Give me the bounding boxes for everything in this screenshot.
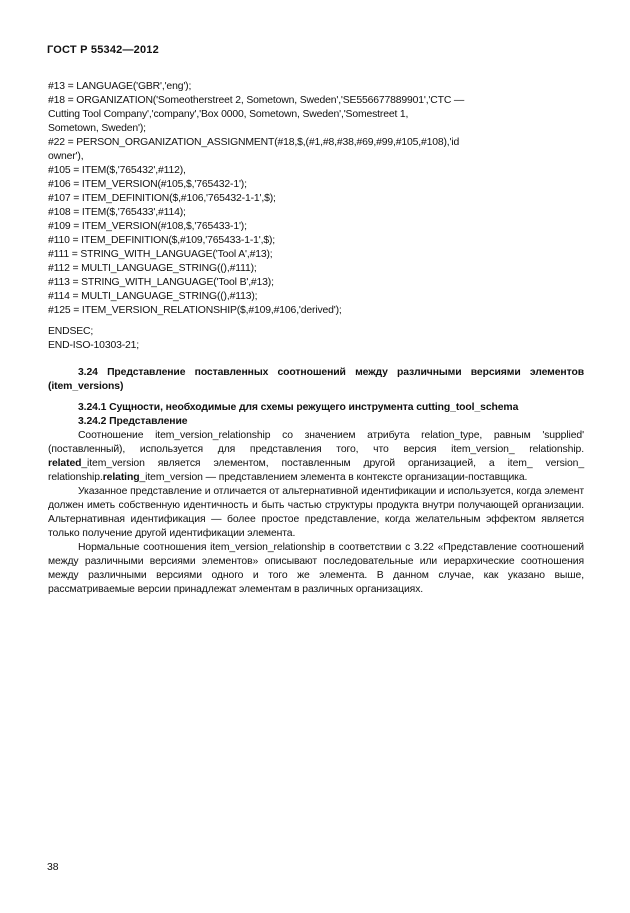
subsection-title: 3.24.2 Представление [78,416,188,427]
paragraph: Указанное представление и отличается от альтернативной идентификации и используется, когда элемент должен иметь собственную идентичность и быть частью структуры продукта внутри получающей организации. Альтернативная идентификация — более простое представление, когда желательным эффектом является только получение другой идентификации элемента. [48,486,584,539]
paragraph-text: _item_version — представлением элемента в контексте организации-поставщика. [139,472,528,483]
page-number: 38 [47,862,59,873]
paragraph-emphasis: related [48,458,82,469]
paragraph-emphasis: relating [102,472,140,483]
paragraph-text: Соотношение item_version_relationship со значением атрибута relation_type, равным 'supplied' (поставленный), используется для представления того, что версия item_version_ relationship. [48,430,584,455]
code-line: Cutting Tool Company','company','Box 0000, Sometown, Sweden','Somestreet 1, [48,109,409,120]
document-header: ГОСТ Р 55342—2012 [47,44,159,56]
code-line: #109 = ITEM_VERSION(#108,$,'765433-1'); [48,221,247,232]
code-listing [48,80,583,353]
paragraph-text: _item_version является элементом, поставленным другой организацией, а item_ version_ relationship. [48,458,584,483]
code-line: #106 = ITEM_VERSION(#105,$,'765432-1'); [48,179,247,190]
code-line: #13 = LANGUAGE('GBR','eng'); [48,81,192,92]
section-title: 3.24 Представление поставленных соотношений между различными версиями элементов (item_versions) [48,367,584,392]
code-line: #22 = PERSON_ORGANIZATION_ASSIGNMENT(#18,$,(#1,#8,#38,#69,#99,#105,#108),'id [48,137,460,148]
code-line: #110 = ITEM_DEFINITION($,#109,'765433-1-1',$); [48,235,276,246]
section-body [48,366,584,597]
code-end-file: END-ISO-10303-21; [48,340,140,351]
code-line: owner'), [48,151,84,162]
code-line: #18 = ORGANIZATION('Someotherstreet 2, Sometown, Sweden','SE556677889901','CTC — [48,95,465,106]
code-endsec: ENDSEC; [48,326,94,337]
code-line: #112 = MULTI_LANGUAGE_STRING((),#111); [48,263,257,274]
code-spacer [48,318,583,325]
paragraph: Нормальные соотношения item_version_relationship в соответствии с 3.22 «Представление соотношений между различными версиями элементов» описывают последовательные или иерархические соотношения между различными версиями одного и того же элемента. В данном случае, как указано выше, рассматриваемые версии принадлежат элементам в различных организациях. [48,542,584,595]
subsection-title: 3.24.1 Сущности, необходимые для схемы режущего инструмента cutting_tool_schema [78,402,519,413]
code-line: #114 = MULTI_LANGUAGE_STRING((),#113); [48,291,258,302]
code-line: #105 = ITEM($,'765432',#112), [48,165,186,176]
code-line: #113 = STRING_WITH_LANGUAGE('Tool B',#13); [48,277,274,288]
code-line: Sometown, Sweden'); [48,123,146,134]
code-line: #108 = ITEM($,'765433',#114); [48,207,186,218]
code-line: #125 = ITEM_VERSION_RELATIONSHIP($,#109,#106,'derived'); [48,305,342,316]
code-line: #107 = ITEM_DEFINITION($,#106,'765432-1-1',$); [48,193,276,204]
paragraph [48,429,584,485]
code-line: #111 = STRING_WITH_LANGUAGE('Tool A',#13); [48,249,273,260]
